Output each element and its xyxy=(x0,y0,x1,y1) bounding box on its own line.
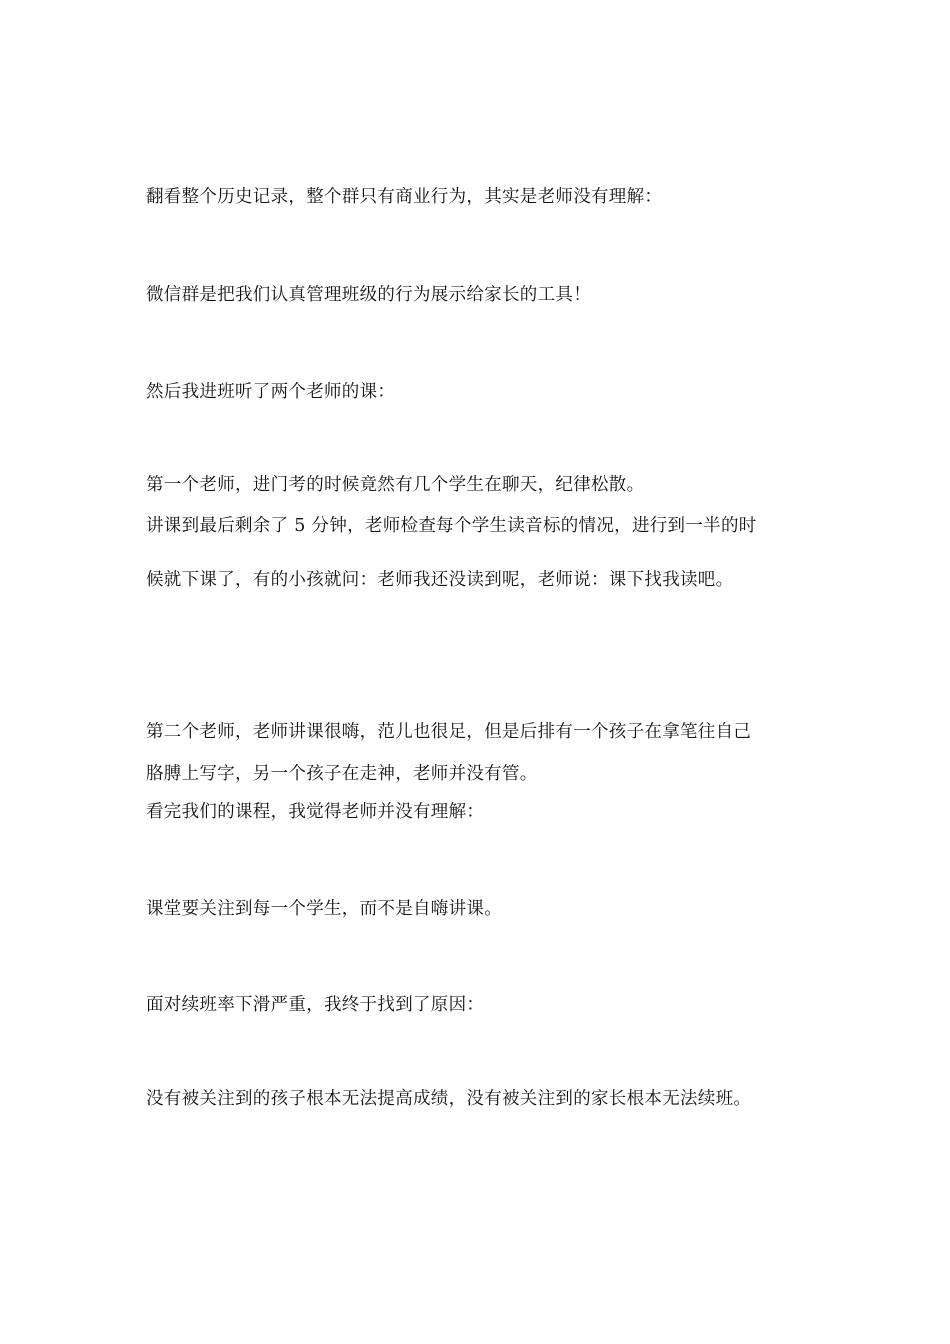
paragraph-line: 第二个老师，老师讲课很嗨，范儿也很足，但是后排有一个孩子在拿笔往自己 xyxy=(146,722,752,742)
paragraph-line: 讲课到最后剩余了 5 分钟，老师检查每个学生读音标的情况，进行到一半的时 xyxy=(146,516,757,536)
paragraph-line: 微信群是把我们认真管理班级的行为展示给家长的工具！ xyxy=(146,285,591,305)
paragraph-line: 没有被关注到的孩子根本无法提高成绩，没有被关注到的家长根本无法续班。 xyxy=(146,1089,752,1109)
paragraph-line: 翻看整个历史记录，整个群只有商业行为，其实是老师没有理解： xyxy=(146,187,663,207)
paragraph-line: 候就下课了，有的小孩就问：老师我还没读到呢，老师说：课下找我读吧。 xyxy=(146,570,734,590)
paragraph-line: 然后我进班听了两个老师的课： xyxy=(146,382,396,402)
paragraph-line: 面对续班率下滑严重，我终于找到了原因： xyxy=(146,995,485,1015)
paragraph-line: 胳膊上写字，另一个孩子在走神，老师并没有管。 xyxy=(146,764,538,784)
paragraph-line: 课堂要关注到每一个学生，而不是自嗨讲课。 xyxy=(146,899,502,919)
paragraph-line: 第一个老师，进门考的时候竟然有几个学生在聊天，纪律松散。 xyxy=(146,475,645,495)
paragraph-line: 看完我们的课程，我觉得老师并没有理解： xyxy=(146,802,485,822)
